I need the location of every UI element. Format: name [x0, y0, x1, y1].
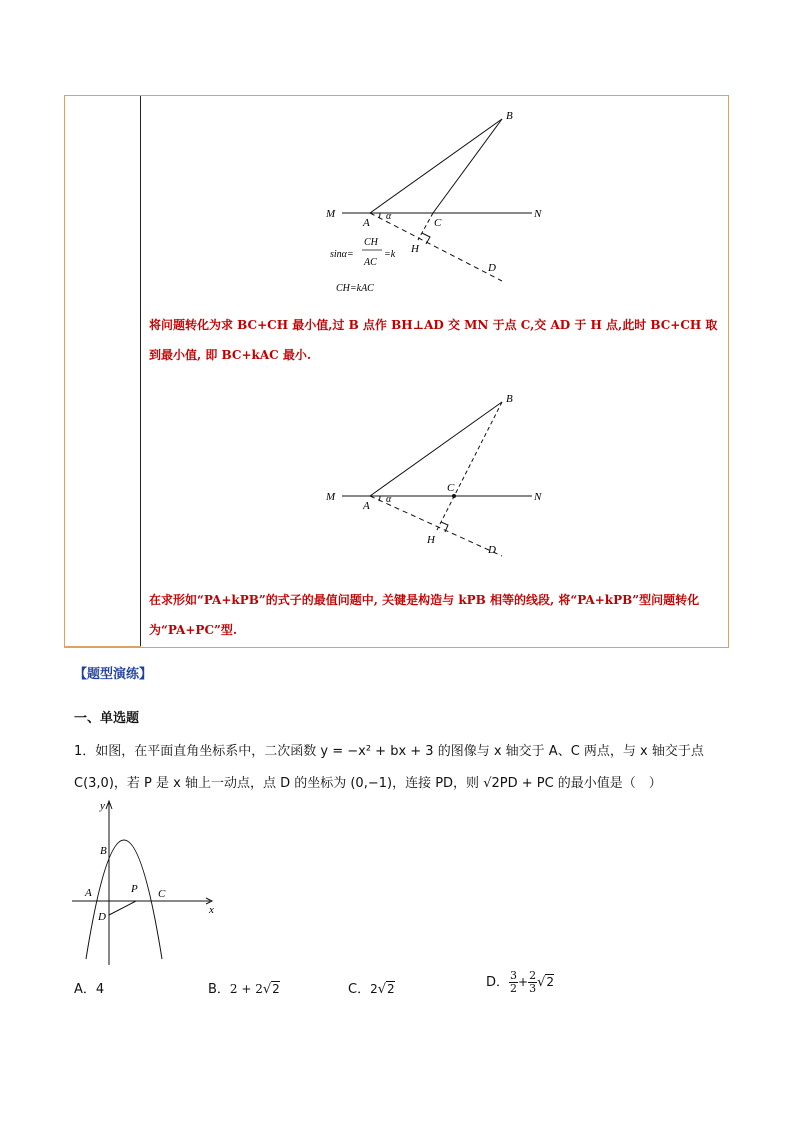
label-d: D — [488, 262, 496, 274]
angle-arc — [379, 213, 380, 218]
point-c — [452, 494, 456, 498]
ray-ad — [370, 496, 502, 556]
formula-rhs: =k — [384, 249, 396, 260]
option-c-pre: 2 — [370, 982, 378, 996]
label-x: x — [209, 904, 214, 916]
label-d: D — [98, 911, 106, 923]
label-c: C — [434, 217, 442, 229]
label-n: N — [534, 208, 542, 220]
section-title: 【题型演练】 — [74, 667, 153, 682]
option-b-radicand: 2 — [272, 982, 280, 996]
option-d-fraction-2 — [528, 970, 537, 995]
formula-den: AC — [364, 257, 377, 268]
frac1-num: 3 — [510, 969, 518, 982]
paragraph-2: 在求形如“PA+kPB”的式子的最值问题中, 关键是构造与 kPB 相等的线段, 将“PA+kPB”型问题转化为“PA+PC”型. — [149, 593, 700, 637]
parabola-graph — [70, 797, 230, 967]
question-line-2: C(3,0)，若 P 是 x 轴上一动点，点 D 的坐标为 (0,−1)，连接 PD，则 √2PD + PC 的最小值是（ ） — [74, 776, 662, 791]
label-b: B — [100, 845, 107, 857]
option-d-plus: + — [518, 975, 529, 989]
frac1-den: 2 — [510, 982, 518, 995]
label-m: M — [326, 491, 336, 503]
label-b: B — [506, 393, 513, 405]
paragraph-1: 将问题转化为求 BC+CH 最小值,过 B 点作 BH⊥AD 交 MN 于点 C,交 AD 于 H 点,此时 BC+CH 取到最小值, 即 BC+kAC 最小. — [149, 318, 718, 362]
label-d: D — [488, 544, 496, 556]
option-d-radicand: 2 — [546, 975, 555, 989]
label-a: A — [85, 887, 92, 899]
label-p: P — [131, 883, 138, 895]
label-c: C — [158, 888, 166, 900]
heading-single-choice: 一、单选题 — [74, 711, 140, 726]
option-c-letter: C． — [348, 982, 371, 997]
label-a: A — [363, 217, 370, 229]
segment-pd — [109, 901, 136, 915]
parabola-curve — [86, 840, 162, 959]
segment-ab — [370, 119, 502, 213]
segment-ab — [370, 402, 502, 496]
option-a-value: 4 — [95, 982, 105, 997]
label-a: A — [363, 500, 370, 512]
formula-lhs: sinα= — [330, 249, 354, 260]
option-d[interactable]: D． $\frac{3}{2}$ + $\frac{2}{3}$ √2 — [486, 969, 555, 995]
option-a[interactable] — [74, 978, 104, 997]
question-line-1: 1．如图，在平面直角坐标系中，二次函数 y = −x² + bx + 3 的图像与 x 轴交于 A、C 两点，与 x 轴交于点 — [74, 744, 704, 759]
segment-bh — [437, 402, 502, 530]
option-c[interactable]: C．2√2 — [348, 982, 395, 997]
box-accent — [65, 646, 141, 648]
label-b: B — [506, 110, 513, 122]
figure-1 — [320, 105, 560, 300]
option-d-fraction-1 — [509, 970, 518, 995]
label-c: C — [447, 482, 455, 494]
option-b[interactable]: B．2 + 2√2 — [208, 982, 280, 997]
box-left-column — [65, 96, 141, 647]
option-d-letter: D． — [486, 975, 510, 990]
formula-line2: CH=kAC — [336, 283, 374, 294]
frac2-num: 2 — [529, 969, 537, 982]
label-m: M — [326, 208, 336, 220]
label-h: H — [427, 534, 435, 546]
label-y: y — [100, 800, 105, 812]
segment-bc — [433, 119, 502, 213]
option-b-letter: B． — [208, 982, 230, 997]
label-h: H — [411, 243, 419, 255]
formula-num: CH — [364, 237, 378, 248]
option-b-pre: 2 + 2 — [229, 982, 263, 996]
frac2-den: 3 — [529, 982, 537, 995]
label-alpha: α — [386, 494, 392, 505]
figure-2 — [320, 388, 560, 563]
label-alpha: α — [386, 211, 392, 222]
segment-ch — [418, 213, 433, 240]
option-c-radicand: 2 — [387, 982, 395, 996]
option-a-letter: A． — [74, 982, 96, 997]
angle-arc — [379, 496, 380, 501]
label-n: N — [534, 491, 542, 503]
